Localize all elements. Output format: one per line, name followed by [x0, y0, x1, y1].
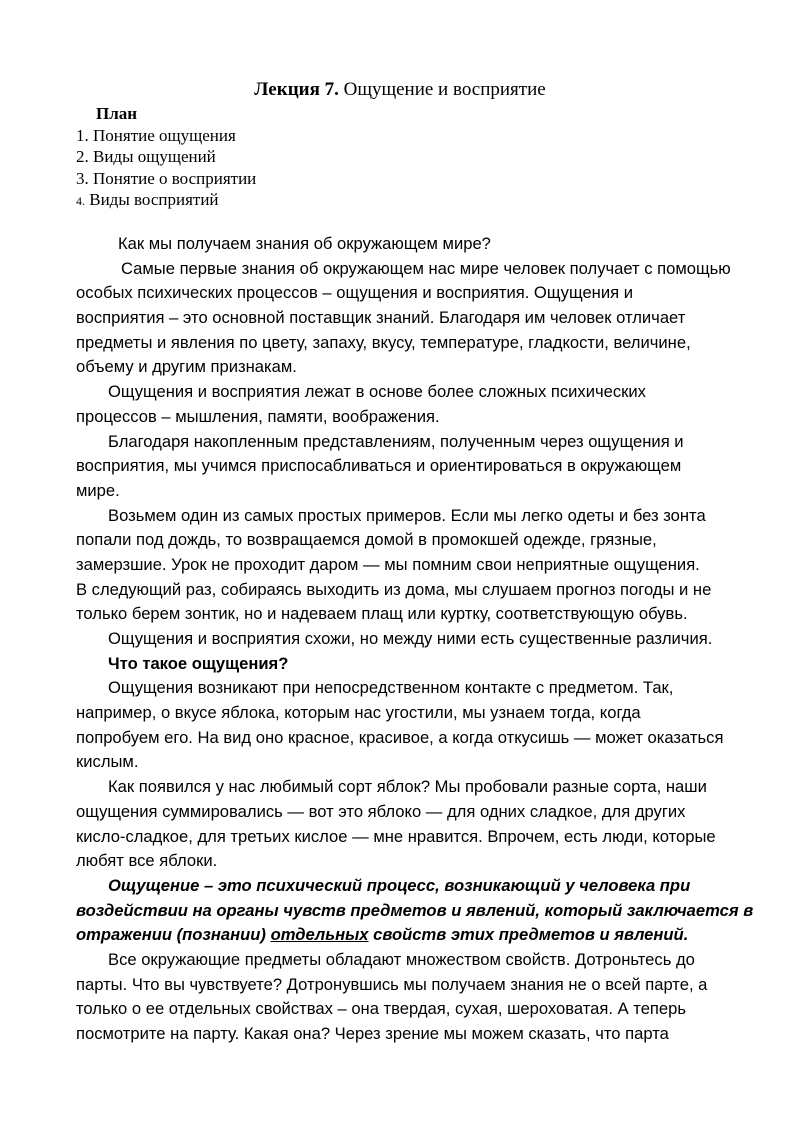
- paragraph-line: предметы и явления по цвету, запаху, вкусу, температуре, гладкости, величине,: [76, 332, 691, 352]
- paragraph-line: ощущения суммировались — вот это яблоко — для одних сладкое, для других: [76, 801, 686, 821]
- paragraph-line: Как мы получаем знания об окружающем мире?: [118, 234, 491, 253]
- paragraph-line: В следующий раз, собираясь выходить из дома, мы слушаем прогноз погоды и не: [76, 579, 712, 599]
- paragraph-line: восприятия, мы учимся приспосабливаться и ориентироваться в окружающем: [76, 456, 682, 476]
- plan-item-3: 3. Понятие о восприятии: [76, 169, 257, 188]
- plan-item-2: 2. Виды ощущений: [76, 147, 216, 166]
- plan-item-4: [76, 189, 219, 212]
- paragraph-line: мире.: [76, 480, 120, 500]
- paragraph-line: Ощущения возникают при непосредственном контакте с предметом. Так,: [108, 678, 674, 698]
- definition-line: Ощущение – это психический процесс, возникающий у человека при: [108, 875, 691, 895]
- paragraph-line: Благодаря накопленным представлениям, полученным через ощущения и: [108, 431, 684, 451]
- paragraph-line: Возьмем один из самых простых примеров. Если мы легко одеты и без зонта: [108, 505, 706, 525]
- paragraph-line: Все окружающие предметы обладают множеством свойств. Дотроньтесь до: [108, 949, 695, 969]
- paragraph-line: посмотрите на парту. Какая она? Через зрение мы можем сказать, что парта: [76, 1024, 669, 1043]
- plan-item-4-number: 4.: [76, 194, 85, 208]
- plan-item-4-text: Виды восприятий: [85, 190, 219, 209]
- paragraph-line: только берем зонтик, но и надеваем плащ или куртку, соответствующую обувь.: [76, 604, 688, 624]
- paragraph-line: Самые первые знания об окружающем нас мире человек получает с помощью: [121, 258, 731, 278]
- page-title: [0, 79, 800, 101]
- paragraph-line: попробуем его. На вид оно красное, красивое, а когда откусишь — может оказаться: [76, 727, 724, 747]
- paragraph-line: кислым.: [76, 752, 139, 772]
- paragraph-line: Ощущения и восприятия схожи, но между ними есть существенные различия.: [108, 629, 713, 648]
- definition-line: воздействии на органы чувств предметов и явлений, который заключается в: [76, 900, 754, 920]
- paragraph-line: процессов – мышления, памяти, воображения.: [76, 406, 440, 426]
- paragraph-line: объему и другим признакам.: [76, 357, 297, 377]
- paragraph-line: Ощущения и восприятия лежат в основе более сложных психических: [108, 382, 646, 402]
- definition-part: свойств этих предметов и явлений.: [368, 925, 689, 945]
- paragraph-line: попали под дождь, то возвращаемся домой в промокшей одежде, грязные,: [76, 530, 657, 550]
- definition-underlined-word: отдельных: [270, 925, 369, 945]
- paragraph-line: замерзшие. Урок не проходит даром — мы помним свои неприятные ощущения.: [76, 554, 700, 574]
- paragraph-line: например, о вкусе яблока, которым нас угостили, мы узнаем тогда, когда: [76, 703, 641, 723]
- paragraph-line: особых психических процессов – ощущения и восприятия. Ощущения и: [76, 283, 633, 303]
- paragraph-line: Как появился у нас любимый сорт яблок? Мы пробовали разные сорта, наши: [108, 777, 707, 797]
- paragraph-line: любят все яблоки.: [76, 851, 218, 871]
- definition-line: [76, 923, 756, 948]
- paragraph-line: парты. Что вы чувствуете? Дотронувшись мы получаем знания не о всей парте, а: [76, 974, 708, 994]
- paragraph-line: восприятия – это основной поставщик знаний. Благодаря им человек отличает: [76, 308, 686, 328]
- paragraph-line: кисло-сладкое, для третьих кислое — мне нравится. Впрочем, есть люди, которые: [76, 826, 716, 846]
- lecture-number: Лекция 7.: [254, 79, 339, 100]
- plan-heading: План: [96, 104, 138, 123]
- lecture-title-text: Ощущение и восприятие: [338, 79, 546, 100]
- paragraph-line: только о ее отдельных свойствах – она твердая, сухая, шероховатая. А теперь: [76, 999, 687, 1019]
- lecture-body: [76, 232, 756, 1047]
- plan-item-1: 1. Понятие ощущения: [76, 126, 236, 145]
- section-heading: Что такое ощущения?: [108, 653, 289, 673]
- definition-part: отражении (познании): [76, 925, 271, 945]
